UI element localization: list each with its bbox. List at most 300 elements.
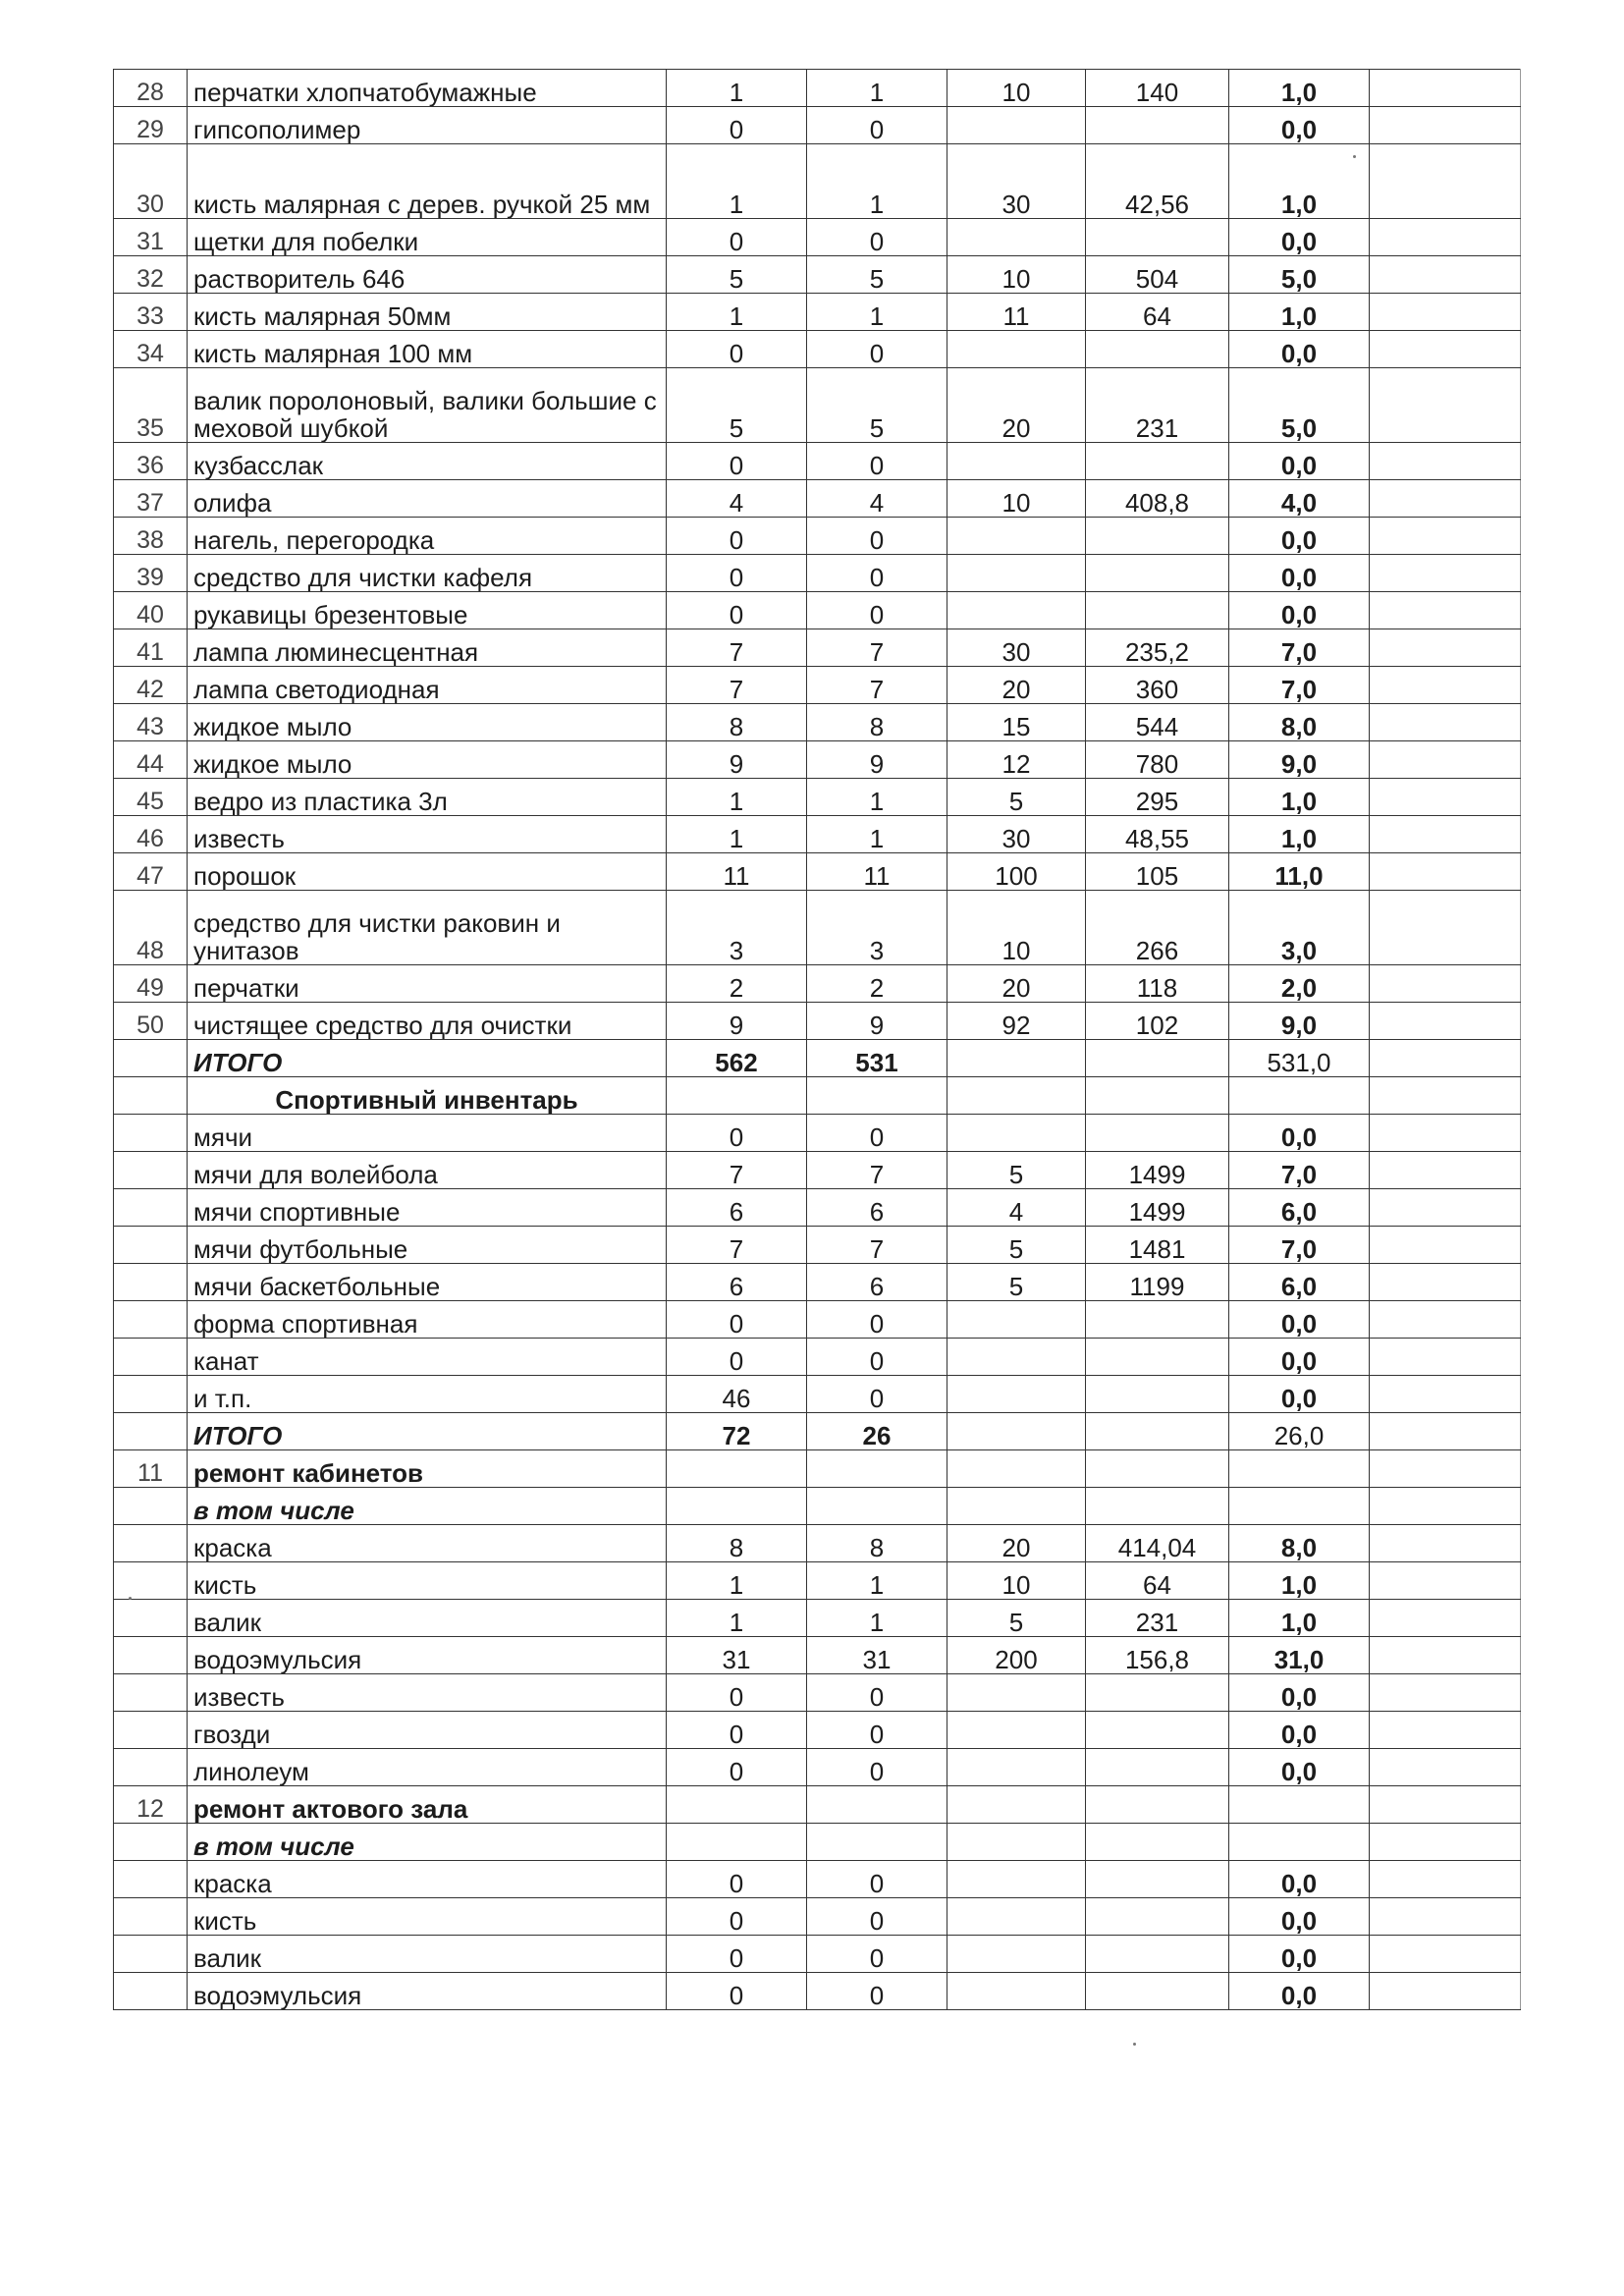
table-row: [114, 70, 1521, 107]
item-name: порошок: [188, 853, 667, 891]
total-cell: 0,0: [1229, 1749, 1370, 1786]
price-cell: 408,8: [1086, 480, 1229, 518]
price-cell: 1499: [1086, 1189, 1229, 1227]
empty-cell: [1086, 1450, 1229, 1488]
total-cell: 6,0: [1229, 1264, 1370, 1301]
price-cell: [1086, 1413, 1229, 1450]
item-name: известь: [188, 816, 667, 853]
total-cell: 4,0: [1229, 480, 1370, 518]
table-row: [114, 1861, 1521, 1898]
total-cell: 8,0: [1229, 1525, 1370, 1562]
norm-cell: [947, 1115, 1086, 1152]
norm-cell: 20: [947, 965, 1086, 1003]
row-number-cell: [114, 1077, 188, 1115]
empty-cell: [1370, 779, 1521, 816]
empty-cell: [947, 1077, 1086, 1115]
quantity-cell: 1: [807, 1600, 947, 1637]
quantity-cell: 1: [807, 816, 947, 853]
quantity-cell: 5: [667, 256, 807, 294]
total-cell: 0,0: [1229, 1115, 1370, 1152]
row-number-cell: [114, 1861, 188, 1898]
row-number-cell: 36: [114, 443, 188, 480]
norm-cell: [947, 1936, 1086, 1973]
item-name: жидкое мыло: [188, 741, 667, 779]
row-number-cell: 40: [114, 592, 188, 629]
item-name: лампа люминесцентная: [188, 629, 667, 667]
quantity-cell: 0: [807, 1973, 947, 2010]
table-row: [114, 1973, 1521, 2010]
table-row: [114, 219, 1521, 256]
norm-cell: 11: [947, 294, 1086, 331]
quantity-cell: 7: [667, 1152, 807, 1189]
quantity-cell: 9: [667, 1003, 807, 1040]
empty-cell: [1086, 1824, 1229, 1861]
quantity-cell: 31: [807, 1637, 947, 1674]
empty-cell: [1370, 1488, 1521, 1525]
row-number-cell: 28: [114, 70, 188, 107]
empty-cell: [1370, 219, 1521, 256]
total-cell: 0,0: [1229, 1674, 1370, 1712]
total-cell: 11,0: [1229, 853, 1370, 891]
price-cell: 231: [1086, 368, 1229, 443]
quantity-cell: 7: [667, 667, 807, 704]
price-cell: [1086, 1376, 1229, 1413]
table-row: [114, 891, 1521, 965]
norm-cell: [947, 1861, 1086, 1898]
item-name: валик поролоновый, валики большие с меховой шубкой: [188, 368, 667, 443]
quantity-cell: 8: [807, 704, 947, 741]
quantity-cell: 4: [807, 480, 947, 518]
table-row: [114, 1376, 1521, 1413]
price-cell: [1086, 518, 1229, 555]
norm-cell: 5: [947, 779, 1086, 816]
item-name: мячи футбольные: [188, 1227, 667, 1264]
row-number-cell: [114, 1152, 188, 1189]
norm-cell: 10: [947, 891, 1086, 965]
quantity-cell: 0: [807, 443, 947, 480]
price-cell: [1086, 443, 1229, 480]
price-cell: 360: [1086, 667, 1229, 704]
norm-cell: 10: [947, 1562, 1086, 1600]
total-cell: 6,0: [1229, 1189, 1370, 1227]
empty-cell: [1370, 891, 1521, 965]
item-name: линолеум: [188, 1749, 667, 1786]
quantity-cell: 0: [807, 331, 947, 368]
quantity-cell: 6: [807, 1189, 947, 1227]
quantity-cell: 6: [807, 1264, 947, 1301]
table-row: [114, 256, 1521, 294]
price-cell: 118: [1086, 965, 1229, 1003]
quantity-cell: 0: [667, 1301, 807, 1339]
total-cell: 1,0: [1229, 70, 1370, 107]
price-cell: 414,04: [1086, 1525, 1229, 1562]
table-row: [114, 107, 1521, 144]
quantity-cell: 1: [667, 1600, 807, 1637]
price-cell: [1086, 1115, 1229, 1152]
item-name: форма спортивная: [188, 1301, 667, 1339]
empty-cell: [1370, 1376, 1521, 1413]
quantity-cell: 6: [667, 1264, 807, 1301]
quantity-cell: 7: [807, 1227, 947, 1264]
quantity-cell: 0: [807, 1376, 947, 1413]
table-row: [114, 1003, 1521, 1040]
quantity-cell: 1: [667, 779, 807, 816]
row-number-cell: 30: [114, 144, 188, 219]
section-row: [114, 1077, 1521, 1115]
scan-speck: [1133, 2043, 1136, 2046]
table-row: [114, 144, 1521, 219]
quantity-cell: 7: [807, 629, 947, 667]
norm-cell: [947, 331, 1086, 368]
price-cell: 102: [1086, 1003, 1229, 1040]
norm-cell: [947, 443, 1086, 480]
item-name: жидкое мыло: [188, 704, 667, 741]
total-cell: 0,0: [1229, 592, 1370, 629]
total-cell: 7,0: [1229, 667, 1370, 704]
table-row: [114, 1115, 1521, 1152]
empty-cell: [1370, 1077, 1521, 1115]
norm-cell: [947, 1040, 1086, 1077]
quantity-cell: 1: [807, 144, 947, 219]
norm-cell: [947, 592, 1086, 629]
row-number-cell: [114, 1264, 188, 1301]
group-title: ремонт актового зала: [188, 1786, 667, 1824]
table-row: [114, 667, 1521, 704]
norm-cell: 4: [947, 1189, 1086, 1227]
row-number-cell: [114, 1637, 188, 1674]
table-row: [114, 629, 1521, 667]
empty-cell: [1370, 443, 1521, 480]
total-cell: 1,0: [1229, 779, 1370, 816]
group-title: ремонт кабинетов: [188, 1450, 667, 1488]
empty-cell: [667, 1786, 807, 1824]
total-row: [114, 1413, 1521, 1450]
item-name: краска: [188, 1861, 667, 1898]
quantity-cell: 5: [807, 368, 947, 443]
row-number-cell: 41: [114, 629, 188, 667]
quantity-cell: 3: [667, 891, 807, 965]
empty-cell: [807, 1824, 947, 1861]
total-cell: 0,0: [1229, 1898, 1370, 1936]
quantity-cell: 7: [667, 1227, 807, 1264]
quantity-cell: 0: [667, 1749, 807, 1786]
item-name: кисть: [188, 1898, 667, 1936]
norm-cell: [947, 518, 1086, 555]
norm-cell: [947, 1973, 1086, 2010]
table-row: [114, 779, 1521, 816]
row-number-cell: [114, 1898, 188, 1936]
item-name: чистящее средство для очистки: [188, 1003, 667, 1040]
quantity-cell: 9: [807, 741, 947, 779]
empty-cell: [1229, 1077, 1370, 1115]
row-number-cell: [114, 1115, 188, 1152]
quantity-cell: 0: [807, 1674, 947, 1712]
price-cell: 780: [1086, 741, 1229, 779]
row-number-cell: 29: [114, 107, 188, 144]
quantity-cell: 1: [807, 779, 947, 816]
quantity-cell: 2: [667, 965, 807, 1003]
price-cell: [1086, 1712, 1229, 1749]
subgroup-label: в том числе: [188, 1824, 667, 1861]
section-title: Спортивный инвентарь: [188, 1077, 667, 1115]
item-name: олифа: [188, 480, 667, 518]
row-number-cell: 11: [114, 1450, 188, 1488]
header-row: [114, 1786, 1521, 1824]
row-number-cell: 12: [114, 1786, 188, 1824]
quantity-cell: 9: [667, 741, 807, 779]
row-number-cell: [114, 1488, 188, 1525]
empty-cell: [1370, 853, 1521, 891]
price-cell: [1086, 555, 1229, 592]
sub-row: [114, 1824, 1521, 1861]
table-row: [114, 1898, 1521, 1936]
norm-cell: 200: [947, 1637, 1086, 1674]
norm-cell: 20: [947, 667, 1086, 704]
empty-cell: [1370, 1898, 1521, 1936]
empty-cell: [1370, 1712, 1521, 1749]
empty-cell: [807, 1488, 947, 1525]
row-number-cell: [114, 1525, 188, 1562]
row-number-cell: [114, 1749, 188, 1786]
row-number-cell: 42: [114, 667, 188, 704]
row-number-cell: [114, 1301, 188, 1339]
quantity-cell: 8: [667, 704, 807, 741]
item-name: перчатки: [188, 965, 667, 1003]
total-cell: 9,0: [1229, 1003, 1370, 1040]
table-row: [114, 965, 1521, 1003]
total-cell: 0,0: [1229, 443, 1370, 480]
empty-cell: [1370, 1824, 1521, 1861]
total-cell: 0,0: [1229, 1712, 1370, 1749]
price-cell: [1086, 1898, 1229, 1936]
price-cell: 544: [1086, 704, 1229, 741]
table-row: [114, 1712, 1521, 1749]
item-name: мячи баскетбольные: [188, 1264, 667, 1301]
price-cell: [1086, 1749, 1229, 1786]
empty-cell: [1370, 256, 1521, 294]
norm-cell: 10: [947, 480, 1086, 518]
item-name: ведро из пластика 3л: [188, 779, 667, 816]
total-cell: 0,0: [1229, 1301, 1370, 1339]
empty-cell: [1370, 518, 1521, 555]
empty-cell: [1370, 1227, 1521, 1264]
row-number-cell: [114, 1973, 188, 2010]
quantity-cell: 8: [667, 1525, 807, 1562]
row-number-cell: [114, 1712, 188, 1749]
empty-cell: [667, 1077, 807, 1115]
empty-cell: [1370, 1152, 1521, 1189]
table-row: [114, 1562, 1521, 1600]
table-row: [114, 1227, 1521, 1264]
empty-cell: [1086, 1077, 1229, 1115]
item-name: кисть малярная 100 мм: [188, 331, 667, 368]
item-name: кузбасслак: [188, 443, 667, 480]
row-number-cell: 49: [114, 965, 188, 1003]
item-name: водоэмульсия: [188, 1637, 667, 1674]
empty-cell: [1370, 1674, 1521, 1712]
quantity-cell: 1: [807, 70, 947, 107]
total-cell: 7,0: [1229, 1152, 1370, 1189]
norm-cell: [947, 1339, 1086, 1376]
empty-cell: [667, 1450, 807, 1488]
total-cell: 0,0: [1229, 1339, 1370, 1376]
empty-cell: [947, 1450, 1086, 1488]
row-number-cell: 50: [114, 1003, 188, 1040]
quantity-cell: 0: [667, 518, 807, 555]
sub-row: [114, 1488, 1521, 1525]
total-cell: 531,0: [1229, 1040, 1370, 1077]
quantity-cell: 0: [807, 1712, 947, 1749]
table-row: [114, 1301, 1521, 1339]
item-name: известь: [188, 1674, 667, 1712]
quantity-cell: 0: [667, 1712, 807, 1749]
quantity-cell: 0: [807, 592, 947, 629]
price-cell: 48,55: [1086, 816, 1229, 853]
total-cell: 7,0: [1229, 629, 1370, 667]
row-number-cell: 39: [114, 555, 188, 592]
empty-cell: [1370, 1525, 1521, 1562]
row-number-cell: 31: [114, 219, 188, 256]
quantity-cell: 5: [807, 256, 947, 294]
total-cell: 1,0: [1229, 1562, 1370, 1600]
quantity-cell: 1: [667, 294, 807, 331]
table-row: [114, 1600, 1521, 1637]
item-name: кисть: [188, 1562, 667, 1600]
item-name: растворитель 646: [188, 256, 667, 294]
row-number-cell: [114, 1189, 188, 1227]
empty-cell: [1370, 555, 1521, 592]
empty-cell: [1086, 1488, 1229, 1525]
quantity-cell: 0: [667, 1936, 807, 1973]
norm-cell: [947, 1712, 1086, 1749]
total-label: ИТОГО: [188, 1413, 667, 1450]
norm-cell: [947, 1413, 1086, 1450]
norm-cell: 10: [947, 256, 1086, 294]
norm-cell: 20: [947, 1525, 1086, 1562]
total-cell: 0,0: [1229, 1973, 1370, 2010]
subgroup-label: в том числе: [188, 1488, 667, 1525]
quantity-cell: 1: [667, 816, 807, 853]
norm-cell: [947, 1898, 1086, 1936]
quantity-cell: 0: [667, 331, 807, 368]
empty-cell: [1370, 1301, 1521, 1339]
table-row: [114, 592, 1521, 629]
price-cell: 64: [1086, 294, 1229, 331]
empty-cell: [1370, 1003, 1521, 1040]
empty-cell: [1370, 629, 1521, 667]
total-cell: 7,0: [1229, 1227, 1370, 1264]
scan-speck: [1353, 155, 1356, 158]
table-row: [114, 294, 1521, 331]
quantity-cell: 31: [667, 1637, 807, 1674]
empty-cell: [1370, 667, 1521, 704]
empty-cell: [1370, 1936, 1521, 1973]
quantity-cell: 0: [807, 518, 947, 555]
quantity-cell: 0: [807, 1749, 947, 1786]
row-number-cell: 32: [114, 256, 188, 294]
empty-cell: [1370, 1115, 1521, 1152]
empty-cell: [947, 1824, 1086, 1861]
total-row: [114, 1040, 1521, 1077]
price-cell: [1086, 1674, 1229, 1712]
empty-cell: [1370, 1786, 1521, 1824]
empty-cell: [1370, 1189, 1521, 1227]
empty-cell: [1370, 70, 1521, 107]
quantity-cell: 0: [667, 1861, 807, 1898]
norm-cell: 92: [947, 1003, 1086, 1040]
total-cell: 1,0: [1229, 816, 1370, 853]
item-name: и т.п.: [188, 1376, 667, 1413]
row-number-cell: 43: [114, 704, 188, 741]
total-cell: 1,0: [1229, 1600, 1370, 1637]
row-number-cell: 44: [114, 741, 188, 779]
empty-cell: [807, 1786, 947, 1824]
item-name: валик: [188, 1600, 667, 1637]
row-number-cell: [114, 1936, 188, 1973]
quantity-cell: 531: [807, 1040, 947, 1077]
row-number-cell: [114, 1413, 188, 1450]
item-name: средство для чистки кафеля: [188, 555, 667, 592]
empty-cell: [947, 1786, 1086, 1824]
price-cell: 504: [1086, 256, 1229, 294]
empty-cell: [1229, 1786, 1370, 1824]
quantity-cell: 0: [807, 1301, 947, 1339]
norm-cell: 100: [947, 853, 1086, 891]
empty-cell: [1370, 1413, 1521, 1450]
scan-speck: [129, 1597, 132, 1600]
quantity-cell: 8: [807, 1525, 947, 1562]
empty-cell: [1370, 1973, 1521, 2010]
norm-cell: 20: [947, 368, 1086, 443]
norm-cell: [947, 1301, 1086, 1339]
norm-cell: 30: [947, 144, 1086, 219]
quantity-cell: 1: [807, 294, 947, 331]
total-cell: 0,0: [1229, 555, 1370, 592]
norm-cell: 30: [947, 816, 1086, 853]
empty-cell: [1370, 294, 1521, 331]
row-number-cell: [114, 1227, 188, 1264]
quantity-cell: 72: [667, 1413, 807, 1450]
empty-cell: [1370, 1562, 1521, 1600]
item-name: щетки для побелки: [188, 219, 667, 256]
quantity-cell: 562: [667, 1040, 807, 1077]
table-row: [114, 368, 1521, 443]
price-cell: 156,8: [1086, 1637, 1229, 1674]
table-row: [114, 1674, 1521, 1712]
item-name: мячи для волейбола: [188, 1152, 667, 1189]
quantity-cell: 0: [807, 555, 947, 592]
row-number-cell: 47: [114, 853, 188, 891]
table-row: [114, 1637, 1521, 1674]
row-number-cell: 34: [114, 331, 188, 368]
empty-cell: [1370, 368, 1521, 443]
quantity-cell: 0: [667, 107, 807, 144]
quantity-cell: 0: [807, 1115, 947, 1152]
item-name: лампа светодиодная: [188, 667, 667, 704]
row-number-cell: [114, 1562, 188, 1600]
total-cell: 31,0: [1229, 1637, 1370, 1674]
quantity-cell: 11: [667, 853, 807, 891]
price-cell: [1086, 1339, 1229, 1376]
row-number-cell: [114, 1600, 188, 1637]
total-cell: 26,0: [1229, 1413, 1370, 1450]
empty-cell: [1370, 107, 1521, 144]
row-number-cell: 46: [114, 816, 188, 853]
norm-cell: 30: [947, 629, 1086, 667]
row-number-cell: 45: [114, 779, 188, 816]
quantity-cell: 46: [667, 1376, 807, 1413]
total-cell: 1,0: [1229, 144, 1370, 219]
